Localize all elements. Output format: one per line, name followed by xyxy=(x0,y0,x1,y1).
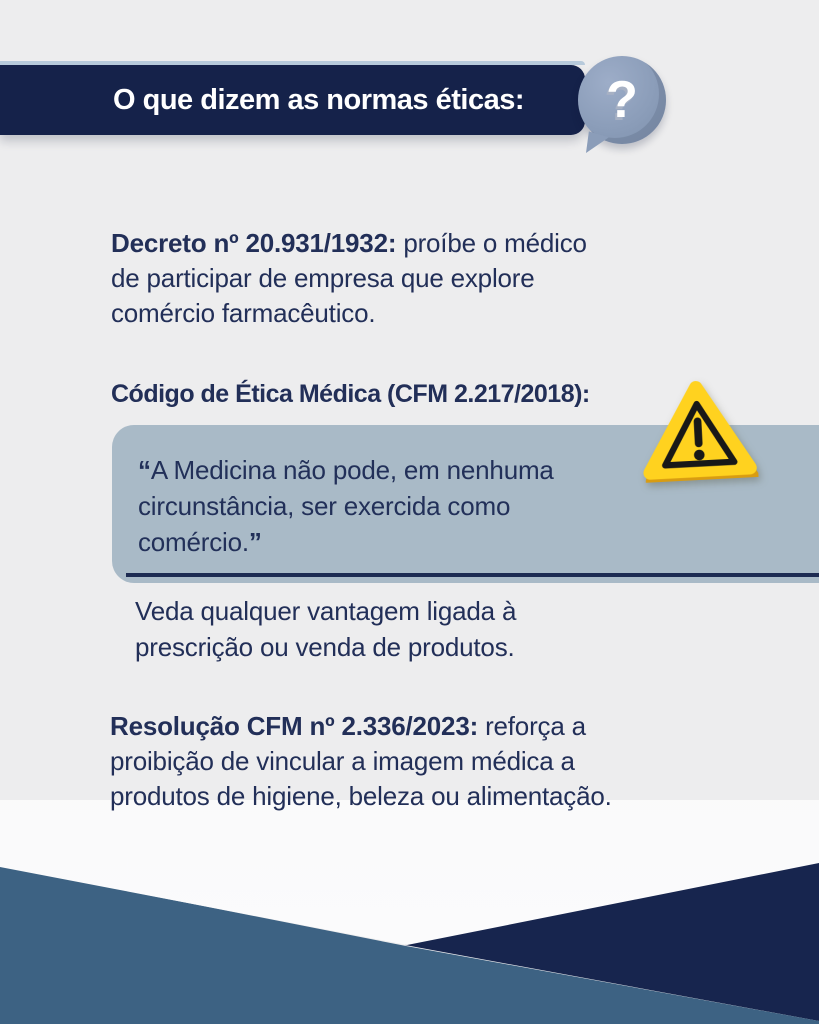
paragraph-decreto-line2: de participar de empresa que explore xyxy=(111,263,535,293)
quote-underline-accent xyxy=(126,573,819,577)
page-title: O que dizem as normas éticas: xyxy=(113,83,524,116)
paragraph-decreto-line1 xyxy=(111,226,587,261)
decreto-lead-bold: Decreto nº 20.931/1932: xyxy=(111,228,397,258)
paragraph-veda-line1: Veda qualquer vantagem ligada à xyxy=(135,596,517,626)
paragraph-resolucao xyxy=(110,709,612,814)
paragraph-decreto xyxy=(111,226,587,331)
paragraph-resolucao-line2: proibição de vincular a imagem médica a xyxy=(110,746,575,776)
quote-close-mark: ” xyxy=(248,527,262,557)
header-bar xyxy=(0,65,585,135)
paragraph-resolucao-line1 xyxy=(110,709,612,744)
question-mark-glyph: ? xyxy=(606,71,638,129)
question-bubble-icon xyxy=(578,56,666,144)
resolucao-lead-bold: Resolução CFM nº 2.336/2023: xyxy=(110,711,479,741)
paragraph-veda xyxy=(135,593,516,665)
quote-line3-text: comércio. xyxy=(138,527,249,557)
quote-open-mark: “ xyxy=(138,455,151,485)
paragraph-decreto-line3: comércio farmacêutico. xyxy=(111,298,376,328)
quote-text xyxy=(138,452,554,560)
quote-line1 xyxy=(138,452,554,488)
resolucao-rest: reforça a xyxy=(478,711,586,741)
warning-triangle-icon xyxy=(637,377,758,483)
decreto-rest: proíbe o médico xyxy=(396,228,587,258)
quote-line2: circunstância, ser exercida como xyxy=(138,491,511,521)
paragraph-veda-line2: prescrição ou venda de produtos. xyxy=(135,632,515,662)
paragraph-resolucao-line3: produtos de higiene, beleza ou alimentação. xyxy=(110,781,612,811)
heading-codigo-etica: Código de Ética Médica (CFM 2.217/2018): xyxy=(111,380,590,408)
quote-line3 xyxy=(138,524,554,560)
quote-line1-text: A Medicina não pode, em nenhuma xyxy=(150,455,554,485)
